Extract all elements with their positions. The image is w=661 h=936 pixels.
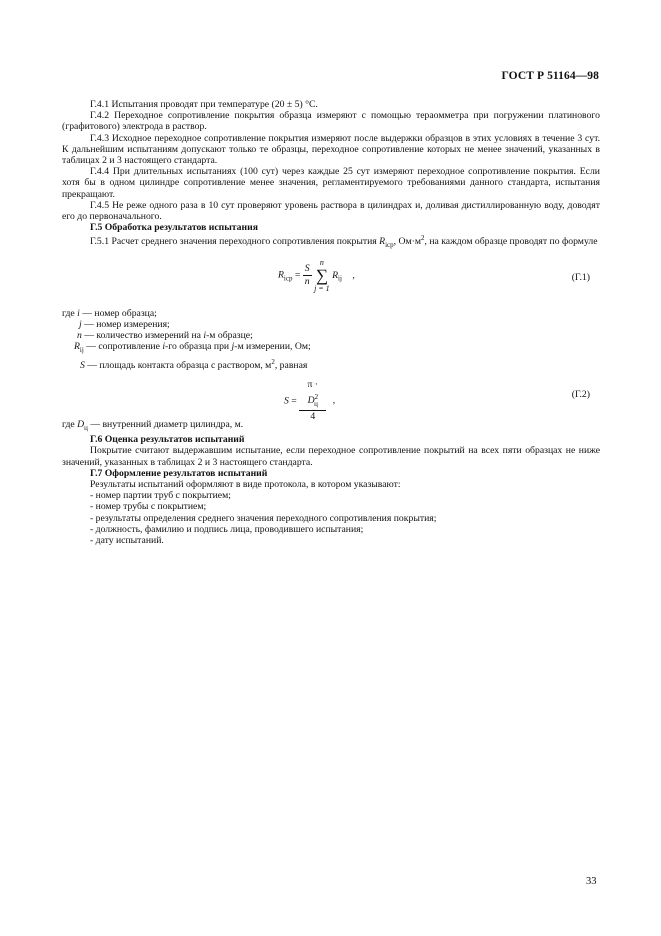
formula-g2-fraction: $\frac{\pi \cdot D^2_ц}{4}$ [299, 379, 326, 423]
formula-g2-expression: S = $\frac{\pi \cdot D^2_ц}{4}$ , [284, 379, 336, 423]
formula-g1-expression: $R_{iср}$ = $\frac{S}{n}$ n ∑ j = 1 $R_{ij}$ , [278, 257, 355, 293]
sum-sign: n ∑ j = 1 [314, 257, 330, 293]
paragraph-g45: Г.4.5 Не реже одного раза в 10 сут проверяют уровень раствора в цилиндрах и, доливая дистиллированную воду, доводят его до первоначального. [62, 199, 600, 223]
section-title-g5: Г.5 Обработка результатов испытания [90, 222, 258, 234]
paragraph-g51: Г.5.1 Расчет среднего значения переходного сопротивления покрытия $R_{iср}$, $Ом\cdot м^2$, на каждом образце проводят по формуле [90, 234, 598, 250]
paragraph-g41: Г.4.1 Испытания проводят при температуре (20 ± 5) °С. [90, 99, 318, 110]
section-title-g6: Г.6 Оценка результатов испытаний [90, 434, 245, 446]
formula-g1-label: (Г.1) [571, 271, 590, 283]
formula-g2-label: (Г.2) [571, 389, 590, 400]
formula-g1 [62, 252, 600, 308]
paragraph-g44: Г.4.4 При длительных испытаниях (100 сут) через каждые 25 сут измеряют переходное сопротивление покрытия. Если хотя бы в одном цилиндре сопротивление менее значения, регламентируемого требованиями данного стандарта, испытания прекращают. [62, 166, 600, 200]
paragraph-g6: Покрытие считают выдержавшим испытание, если переходное сопротивление покрытий на всех пяти образцах не ниже значений, указанных в таблицах 2 и 3 настоящего стандарта. [62, 445, 600, 468]
protocol-items-list [62, 490, 600, 546]
page-number: 33 [586, 876, 597, 887]
list-item: - должность, фамилию и подпись лица, проводившего испытания; [90, 523, 364, 535]
section-title-g7: Г.7 Оформление результатов испытаний [90, 467, 268, 479]
list-item: - номер трубы с покрытием; [90, 501, 207, 513]
list-item: - дату испытаний. [90, 534, 164, 546]
formula-g1-fraction: $\frac{S}{n}$ [304, 262, 310, 287]
document-body [62, 99, 600, 546]
formula-g2 [62, 371, 600, 423]
list-item: - номер партии труб с покрытием; [90, 490, 231, 502]
list-item: - результаты определения среднего значения переходного сопротивления покрытия; [90, 512, 437, 524]
formula-g2-definition: где $D_ц$ — внутренний диаметр цилиндра, м. [62, 419, 244, 432]
paragraph-g43: Г.4.3 Исходное переходное сопротивление покрытия измеряют после выдержки образцов в этих условиях в течение 3 сут. К дальнейшим испытаниям допускают только те образцы, переходное сопротивление которых не менее значений, указанных в таблицах 2 и 3 настоящего стандарта. [62, 132, 600, 167]
document-header: ГОСТ Р 51164—98 [501, 70, 599, 82]
paragraph-g7-intro: Результаты испытаний оформляют в виде протокола, в котором указывают: [90, 478, 401, 490]
formula-g1-definitions: где i — номер образца; j — номер измерения; n — количество измерений на i-м образце; $R_{ij}$ — сопротивление i-го образца при j-м измерении, Ом; S — площадь контакта образца с раствором, $м^2$, равная [62, 307, 311, 371]
paragraph-g42: Г.4.2 Переходное сопротивление покрытия образца измеряют с помощью тераомметра при погружении платинового (графитового) электрода в раствор. [62, 110, 600, 133]
